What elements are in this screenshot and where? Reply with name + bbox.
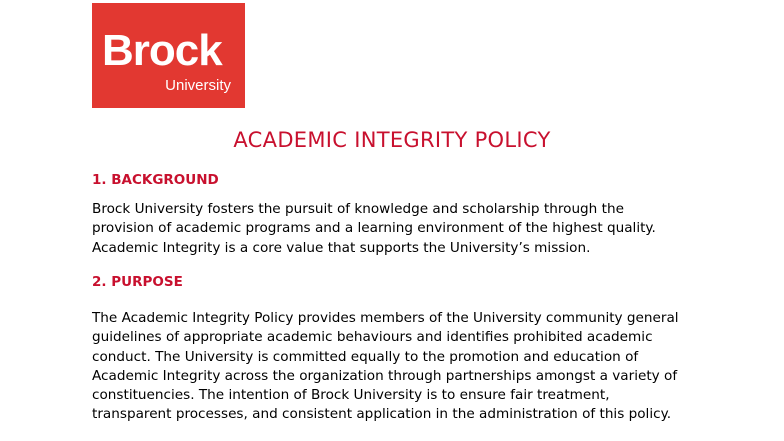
- logo-wordmark: Brock: [102, 26, 222, 75]
- section-heading-background: 1. BACKGROUND: [92, 172, 219, 188]
- body-line: Academic Integrity across the organization through partnerships amongst a variety of: [92, 367, 678, 384]
- page-title: ACADEMIC INTEGRITY POLICY: [233, 128, 551, 152]
- body-line: constituencies. The intention of Brock University is to ensure fair treatment,: [92, 387, 610, 404]
- body-line: Academic Integrity is a core value that supports the University’s mission.: [92, 239, 591, 256]
- section-body-background: [92, 200, 656, 258]
- body-line: conduct. The University is committed equally to the promotion and education of: [92, 348, 639, 365]
- body-line: provision of academic programs and a learning environment of the highest quality.: [92, 220, 656, 237]
- body-line: transparent processes, and consistent application in the administration of this policy.: [92, 406, 672, 423]
- body-line: The Academic Integrity Policy provides members of the University community general: [92, 310, 679, 326]
- logo-subtitle: University: [165, 77, 231, 94]
- brock-university-logo: [92, 3, 245, 108]
- body-line: Brock University fosters the pursuit of knowledge and scholarship through the: [92, 201, 624, 217]
- section-heading-purpose: 2. PURPOSE: [92, 274, 183, 290]
- body-line: guidelines of appropriate academic behaviours and identifies prohibited academic: [92, 329, 653, 346]
- section-body-purpose: [92, 309, 679, 425]
